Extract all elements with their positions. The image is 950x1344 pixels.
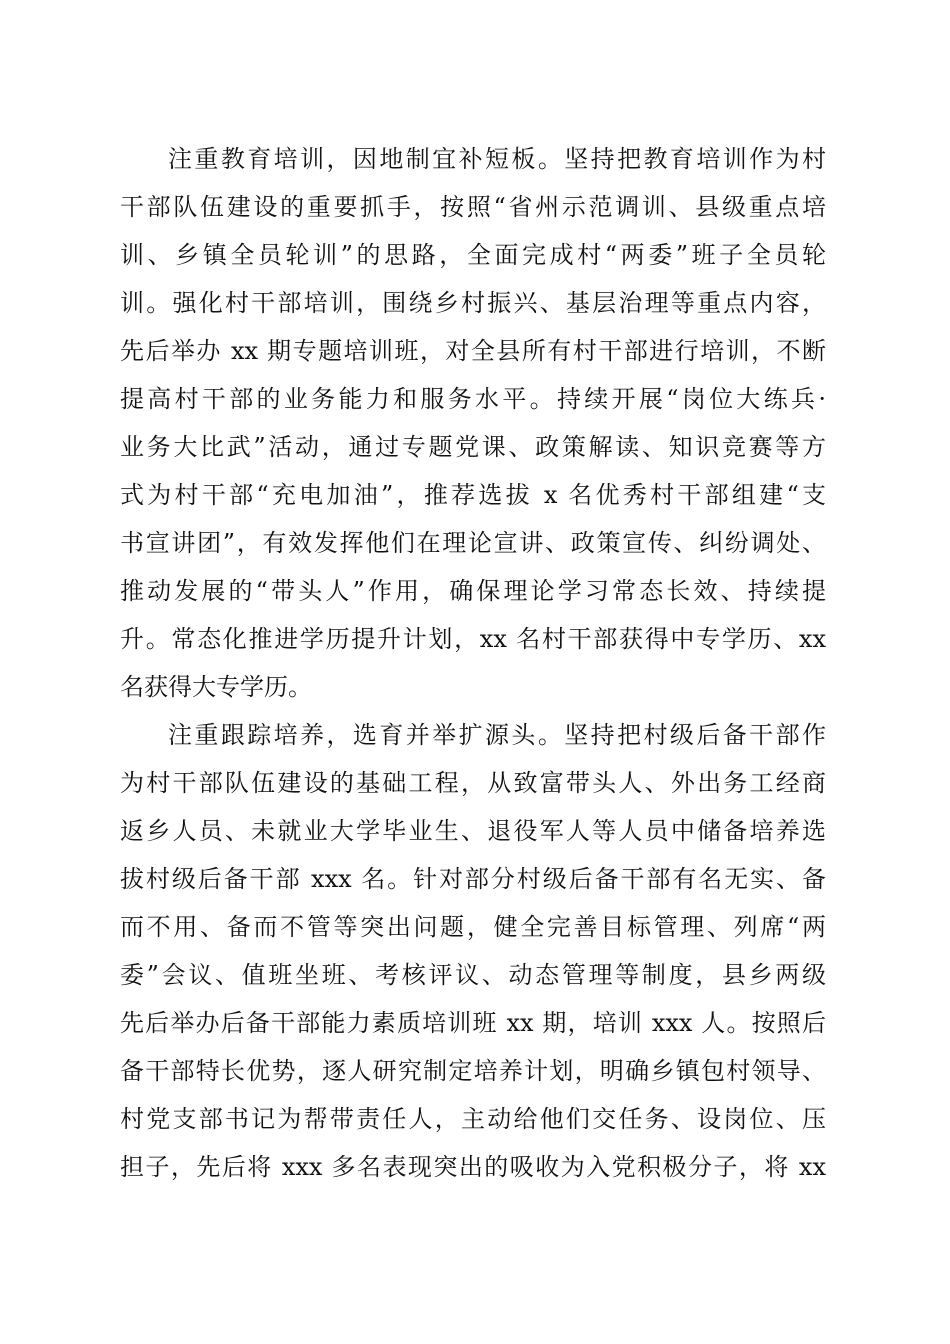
text-line: 训。强化村干部培训，围绕乡村振兴、基层治理等重点内容，	[120, 289, 826, 317]
text-line: 先后举办后备干部能力素质培训班 xx 期，培训 xxx 人。按照后	[120, 1009, 826, 1037]
text-line: 返乡人员、未就业大学毕业生、退役军人等人员中储备培养选	[120, 817, 826, 845]
text-line: 式为村干部“充电加油”，推荐选拔 x 名优秀村干部组建“支	[120, 481, 826, 509]
text-line: 而不用、备而不管等突出问题，健全完善目标管理、列席“两	[120, 913, 826, 941]
text-line: 为村干部队伍建设的基础工程，从致富带头人、外出务工经商	[120, 769, 826, 797]
text-line: 书宣讲团”，有效发挥他们在理论宣讲、政策宣传、纠纷调处、	[120, 529, 826, 557]
text-line: 名获得大专学历。	[120, 673, 312, 701]
text-line: 业务大比武”活动，通过专题党课、政策解读、知识竞赛等方	[120, 433, 826, 461]
text-line: 先后举办 xx 期专题培训班，对全县所有村干部进行培训，不断	[120, 337, 826, 365]
text-line: 村党支部书记为帮带责任人，主动给他们交任务、设岗位、压	[120, 1105, 826, 1133]
text-line: 提高村干部的业务能力和服务水平。持续开展“岗位大练兵·	[120, 385, 826, 413]
text-line: 注重跟踪培养，选育并举扩源头。坚持把村级后备干部作	[168, 721, 826, 749]
text-line: 训、乡镇全员轮训”的思路，全面完成村“两委”班子全员轮	[120, 241, 826, 269]
text-line: 注重教育培训，因地制宜补短板。坚持把教育培训作为村	[168, 145, 826, 173]
text-line: 升。常态化推进学历提升计划，xx 名村干部获得中专学历、xx	[120, 625, 826, 653]
text-line: 备干部特长优势，逐人研究制定培养计划，明确乡镇包村领导、	[120, 1057, 826, 1085]
text-line: 担子，先后将 xxx 多名表现突出的吸收为入党积极分子，将 xx	[120, 1153, 826, 1181]
text-line: 委”会议、值班坐班、考核评议、动态管理等制度，县乡两级	[120, 961, 826, 989]
text-line: 推动发展的“带头人”作用，确保理论学习常态长效、持续提	[120, 577, 826, 605]
text-line: 干部队伍建设的重要抓手，按照“省州示范调训、县级重点培	[120, 193, 826, 221]
text-line: 拔村级后备干部 xxx 名。针对部分村级后备干部有名无实、备	[120, 865, 826, 893]
